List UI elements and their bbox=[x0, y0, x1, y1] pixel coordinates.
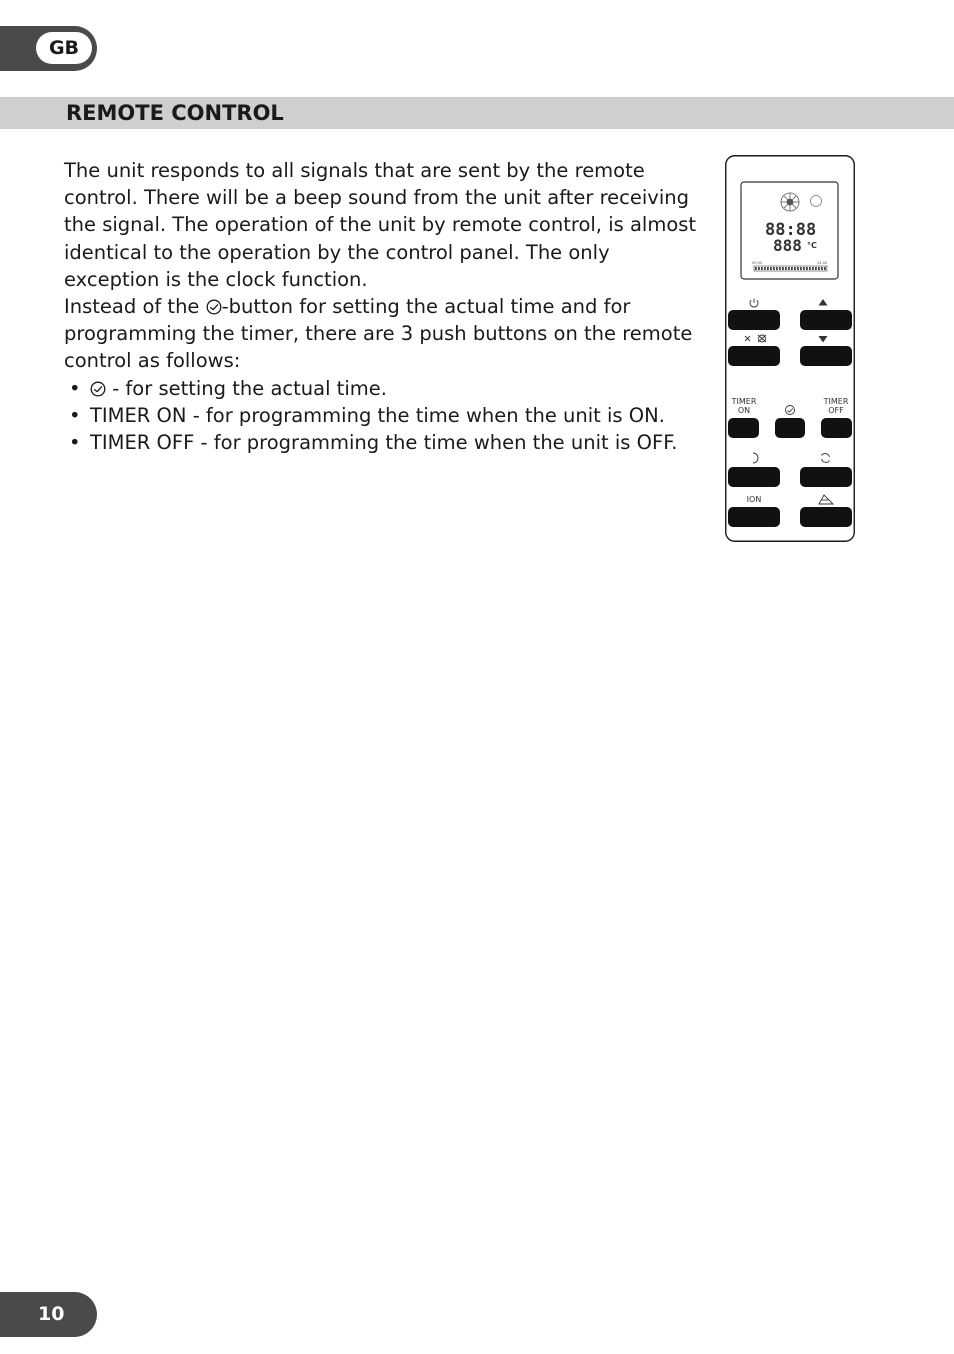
timer-bar-segment bbox=[806, 267, 808, 270]
timer-bar-segment bbox=[815, 267, 817, 270]
timer-bar-segment bbox=[785, 267, 787, 270]
language-code: GB bbox=[36, 32, 92, 64]
timer-bar-segment bbox=[821, 267, 823, 270]
timer-bar-segment bbox=[797, 267, 799, 270]
paragraph-buttons bbox=[64, 293, 709, 375]
timer-bar-segment bbox=[773, 267, 775, 270]
timer-bar-segment bbox=[824, 267, 826, 270]
clock-icon bbox=[90, 381, 106, 397]
timer-bar-segment bbox=[764, 267, 766, 270]
ion-label: ION bbox=[746, 495, 762, 504]
up-button[interactable] bbox=[800, 310, 852, 330]
paragraph-intro: The unit responds to all signals that are sent by the remote control. There will be a beep sound from the unit after receiving the signal. The operation of the unit by remote control, is almost identical to the operation by the control panel. The only exception is the clock function. bbox=[64, 159, 697, 291]
timer-off-button[interactable] bbox=[821, 418, 852, 438]
page-number: 10 bbox=[38, 1303, 65, 1325]
down-button[interactable] bbox=[800, 346, 852, 366]
timer-bar-segment bbox=[803, 267, 805, 270]
list-item bbox=[64, 402, 709, 429]
timer-bar-segment bbox=[782, 267, 784, 270]
list-item-text: TIMER ON - for programming the time when the unit is ON. bbox=[90, 403, 665, 427]
ion-button[interactable] bbox=[728, 507, 780, 527]
mode-button[interactable] bbox=[728, 346, 780, 366]
power-button[interactable] bbox=[728, 310, 780, 330]
section-title: REMOTE CONTROL bbox=[66, 101, 284, 125]
timer-bar-segment bbox=[800, 267, 802, 270]
display-temp-unit: °C bbox=[807, 241, 817, 250]
timer-bar-segment bbox=[794, 267, 796, 270]
body-text bbox=[64, 157, 709, 456]
swing-button[interactable] bbox=[800, 467, 852, 487]
section-header-bar bbox=[0, 97, 954, 129]
timer-bar-segment bbox=[767, 267, 769, 270]
clock-icon bbox=[206, 299, 222, 315]
timer-bar-segment bbox=[812, 267, 814, 270]
louver-button[interactable] bbox=[800, 507, 852, 527]
sleep-button[interactable] bbox=[728, 467, 780, 487]
remote-display bbox=[741, 182, 838, 279]
button-list bbox=[64, 375, 709, 457]
display-scale-end: 24:00 bbox=[817, 261, 828, 265]
list-item-text: TIMER OFF - for programming the time when the unit is OFF. bbox=[90, 431, 678, 455]
remote-control-illustration bbox=[725, 155, 855, 542]
paragraph-text-after-icon: -button for setting the actual time and for programming the timer, there are 3 push buttons on the remote control as follows: bbox=[64, 295, 693, 373]
timer-bar-segment bbox=[818, 267, 820, 270]
list-item-text: - for setting the actual time. bbox=[106, 376, 387, 400]
timer-bar-segment bbox=[791, 267, 793, 270]
paragraph-text-before-icon: Instead of the bbox=[64, 295, 206, 319]
timer-bar-segment bbox=[776, 267, 778, 270]
snowflake-fan-icon bbox=[781, 193, 799, 211]
timer-bar-segment bbox=[770, 267, 772, 270]
page-number-tab bbox=[0, 1292, 97, 1337]
timer-bar-segment bbox=[779, 267, 781, 270]
display-temperature: 888 bbox=[773, 236, 802, 255]
timer-bar-segment bbox=[758, 267, 760, 270]
timer-bar-segment bbox=[788, 267, 790, 270]
display-scale-start: 00:00 bbox=[752, 261, 763, 265]
timer-bar-segment bbox=[755, 267, 757, 270]
timer-bar-segment bbox=[761, 267, 763, 270]
timer-on-label-line1: TIMER bbox=[731, 397, 757, 406]
list-item bbox=[64, 375, 709, 402]
timer-on-button[interactable] bbox=[728, 418, 759, 438]
clock-button[interactable] bbox=[775, 418, 805, 438]
display-time: 88:88 bbox=[765, 220, 817, 240]
timer-on-label-line2: ON bbox=[737, 406, 751, 415]
list-item bbox=[64, 429, 709, 456]
timer-bar-segment bbox=[809, 267, 811, 270]
timer-off-label-line1: TIMER bbox=[823, 397, 849, 406]
timer-off-label-line2: OFF bbox=[828, 406, 844, 415]
